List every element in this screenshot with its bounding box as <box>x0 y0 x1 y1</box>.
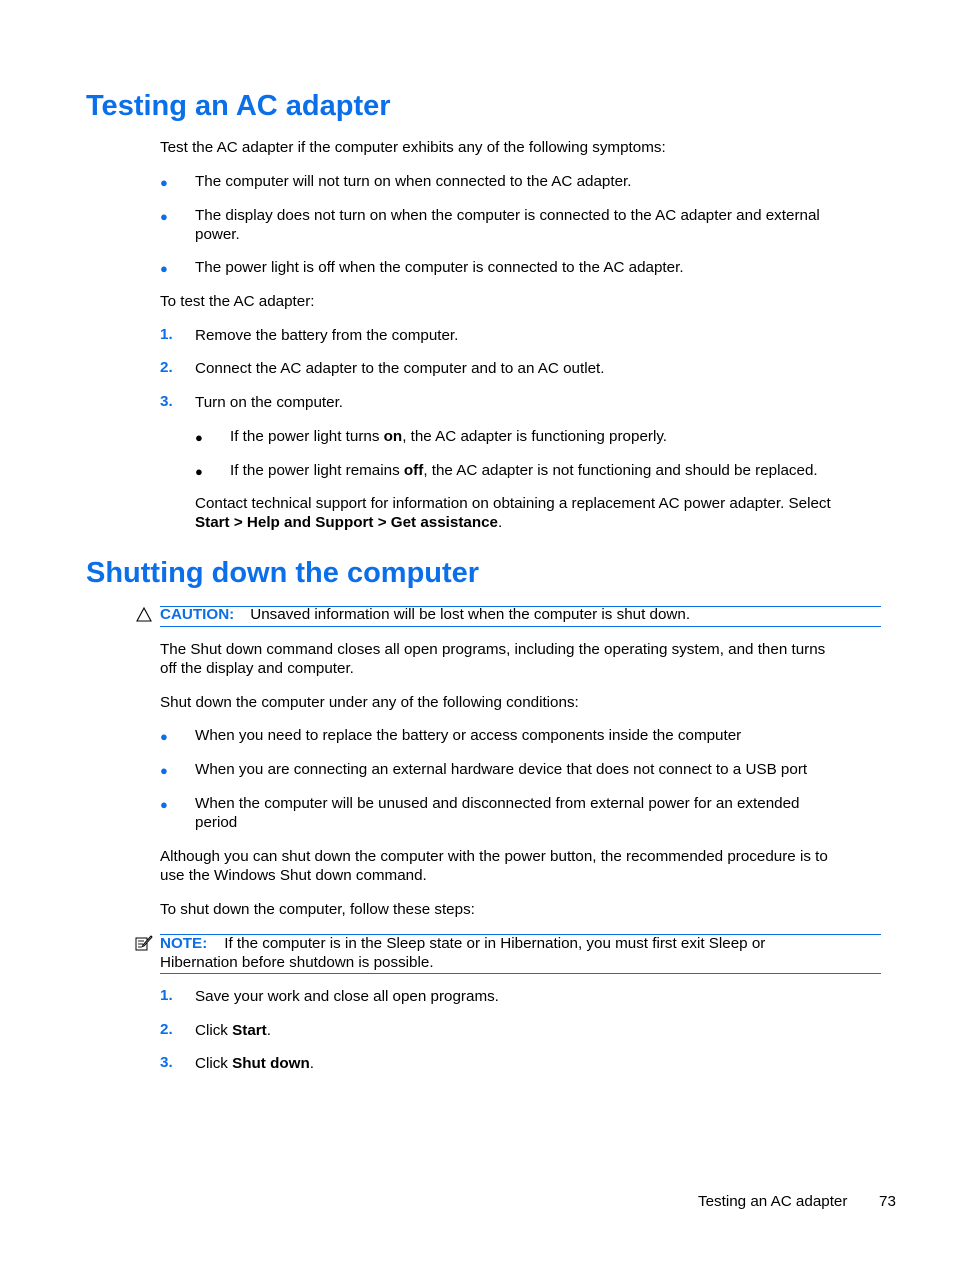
note-text-continued: Hibernation before shutdown is possible. <box>160 954 434 971</box>
step-number: 1. <box>160 326 173 343</box>
caution-label: CAUTION: <box>160 606 235 623</box>
step-number: 2. <box>160 359 173 376</box>
step-text: Save your work and close all open programs. <box>195 988 499 1005</box>
step-text-part: Click <box>195 1055 233 1072</box>
period: . <box>498 514 503 531</box>
symptom-item-continued: power. <box>195 226 240 243</box>
condition-item: When you need to replace the battery or access components inside the computer <box>195 727 742 744</box>
sub-item-text: If the power light remains <box>230 462 404 479</box>
step-bold-shut-down: Shut down <box>232 1055 310 1072</box>
sub-item-power-on <box>230 427 667 446</box>
step-text-part: Click <box>195 1022 233 1039</box>
condition-item: When the computer will be unused and disconnected from external power for an extended <box>195 795 800 812</box>
to-test-label: To test the AC adapter: <box>160 293 315 310</box>
sub-item-bold: off <box>403 462 424 479</box>
bullet-icon: ● <box>160 175 168 190</box>
sub-item-text: If the power light turns <box>230 428 384 445</box>
power-button-paragraph-continued: use the Windows Shut down command. <box>160 867 427 884</box>
menu-path: Start > Help and Support > Get assistance <box>195 514 498 531</box>
sub-item-text: , the AC adapter is not functioning and should be replaced. <box>423 462 818 479</box>
step-text: Turn on the computer. <box>195 394 344 411</box>
step-number: 1. <box>160 987 173 1004</box>
sub-item-power-off <box>230 461 818 480</box>
step-bold-start: Start <box>232 1022 267 1039</box>
symptom-item: The power light is off when the computer is connected to the AC adapter. <box>195 259 684 276</box>
sub-item-text: , the AC adapter is functioning properly. <box>402 428 668 445</box>
bullet-icon: ● <box>160 797 168 812</box>
shutdown-paragraph-continued: off the display and computer. <box>160 660 354 677</box>
note-text: If the computer is in the Sleep state or in Hibernation, you must first exit Sleep or <box>224 935 766 952</box>
sub-item-bold: on <box>383 428 403 445</box>
footer-section-name: Testing an AC adapter <box>698 1193 848 1210</box>
conditions-intro: Shut down the computer under any of the following conditions: <box>160 694 579 711</box>
note-pencil-icon <box>135 935 153 952</box>
symptom-item: The display does not turn on when the computer is connected to the AC adapter and external <box>195 207 820 224</box>
section-title-testing-ac-adapter: Testing an AC adapter <box>86 90 391 122</box>
sub-bullet-icon: ● <box>195 430 203 445</box>
period: . <box>309 1055 314 1072</box>
step-number: 3. <box>160 393 173 410</box>
bullet-icon: ● <box>160 261 168 276</box>
section-title-shutting-down: Shutting down the computer <box>86 557 480 589</box>
bullet-icon: ● <box>160 763 168 778</box>
step-text: Connect the AC adapter to the computer and to an AC outlet. <box>195 360 605 377</box>
bullet-icon: ● <box>160 209 168 224</box>
follow-steps-label: To shut down the computer, follow these steps: <box>160 901 475 918</box>
condition-item: When you are connecting an external hardware device that does not connect to a USB port <box>195 761 808 778</box>
footer-page-number: 73 <box>879 1193 896 1210</box>
step-text: Remove the battery from the computer. <box>195 327 459 344</box>
note-message <box>160 934 765 953</box>
intro-paragraph: Test the AC adapter if the computer exhibits any of the following symptoms: <box>160 139 666 156</box>
caution-triangle-icon <box>136 607 152 622</box>
step-text <box>195 1054 314 1073</box>
caution-bottom-rule <box>160 626 881 627</box>
contact-line: Contact technical support for information on obtaining a replacement AC power adapter. Select <box>195 495 831 512</box>
symptom-item: The computer will not turn on when connected to the AC adapter. <box>195 173 632 190</box>
bullet-icon: ● <box>160 729 168 744</box>
note-label: NOTE: <box>160 935 208 952</box>
step-text <box>195 1021 271 1040</box>
shutdown-paragraph: The Shut down command closes all open programs, including the operating system, and then turns <box>160 641 826 658</box>
step-number: 2. <box>160 1021 173 1038</box>
note-bottom-rule <box>160 973 881 974</box>
caution-text: Unsaved information will be lost when the computer is shut down. <box>250 606 691 623</box>
step-number: 3. <box>160 1054 173 1071</box>
sub-bullet-icon: ● <box>195 464 203 479</box>
power-button-paragraph: Although you can shut down the computer with the power button, the recommended procedure is to <box>160 848 828 865</box>
period: . <box>266 1022 271 1039</box>
caution-message <box>160 605 690 624</box>
contact-path <box>195 513 502 532</box>
condition-item-continued: period <box>195 814 238 831</box>
